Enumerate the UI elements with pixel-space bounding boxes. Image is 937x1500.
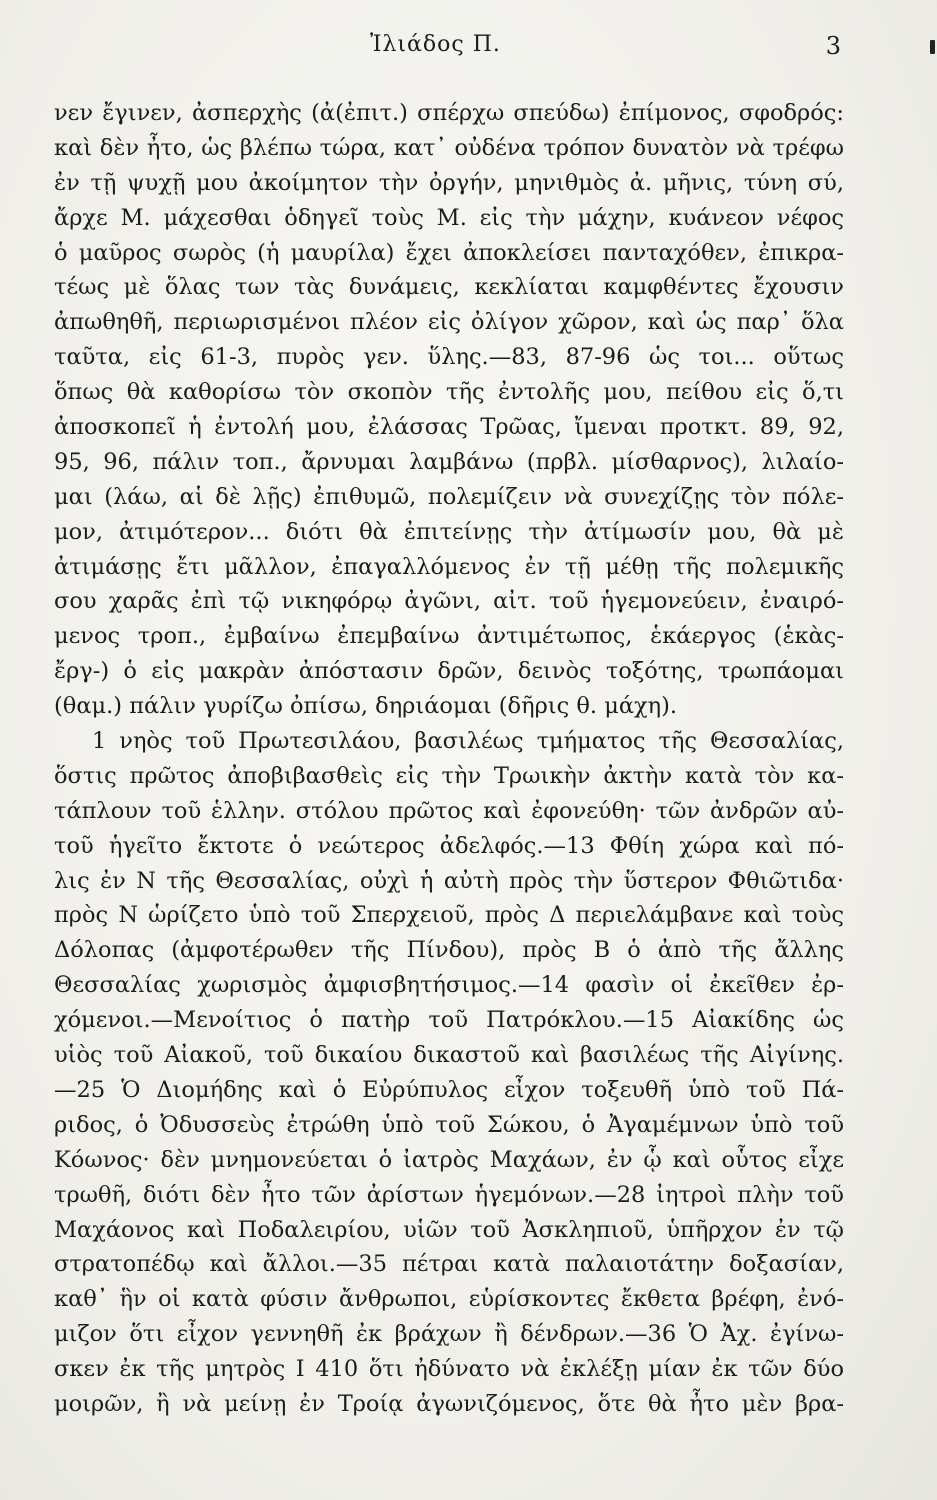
text-line: τάπλουν τοῦ ἑλλην. στόλου πρῶτος καὶ ἐφονεύθη· τῶν ἀνδρῶν αὐ- [54, 797, 844, 824]
text-line: Κόωνος· δὲν μνημονεύεται ὁ ἰατρὸς Μαχάων, ἐν ᾧ καὶ οὗτος εἶχε [54, 1146, 844, 1173]
text-line: Θεσσαλίας χωρισμὸς ἀμφισβητήσιμος.—14 φασὶν οἱ ἐκεῖθεν ἐρ- [54, 972, 844, 999]
text-line: Δόλοπας (ἀμφοτέρωθεν τῆς Πίνδου), πρὸς Β ὁ ἀπὸ τῆς ἄλλης [54, 937, 844, 964]
text-line: Μαχάονος καὶ Ποδαλειρίου, υἱῶν τοῦ Ἀσκληπιοῦ, ὑπῆρχον ἐν τῷ [54, 1216, 844, 1243]
text-line: ταῦτα, εἰς 61-3, πυρὸς γεν. ὕλης.—83, 87-96 ὡς τοι... οὕτως [54, 344, 844, 371]
text-line: νεν ἔγινεν, ἀσπερχὴς (ἀ(ἐπιτ.) σπέρχω σπεύδω) ἐπίμονος, σφοδρός: [54, 100, 844, 126]
page-number: 3 [825, 32, 841, 60]
running-title: Ἰλιάδος Π. [370, 32, 501, 57]
text-line: 1 νηὸς τοῦ Πρωτεσιλάου, βασιλέως τμήματος τῆς Θεσσαλίας, [92, 728, 844, 755]
text-line: ἀπωθηθῆ, περιωρισμένοι πλέον εἰς ὀλίγον χῶρον, καὶ ὡς παρ᾿ ὅλα [54, 309, 844, 336]
text-line: ἐν τῇ ψυχῇ μου ἀκοίμητον τὴν ὀργήν, μηνιθμὸς ἀ. μῆνις, τύνη σύ, [54, 169, 844, 196]
text-line: ἄρχε Μ. μάχεσθαι ὁδηγεῖ τοὺς Μ. εἰς τὴν μάχην, κυάνεον νέφος [54, 204, 844, 231]
text-line: τρωθῆ, διότι δὲν ἦτο τῶν ἀρίστων ἡγεμόνων.—28 ἰητροὶ πλὴν τοῦ [54, 1181, 844, 1208]
text-line: μαι (λάω, αἱ δὲ λῇς) ἐπιθυμῶ, πολεμίζειν νὰ συνεχίζῃς τὸν πόλε- [54, 483, 844, 510]
text-line: ὅπως θὰ καθορίσω τὸν σκοπὸν τῆς ἐντολῆς μου, πείθου εἰς ὅ,τι [54, 379, 844, 406]
text-line: μον, ἀτιμότερον... διότι θὰ ἐπιτείνῃς τὴν ἀτίμωσίν μου, θὰ μὲ [54, 518, 844, 545]
text-line: 95, 96, πάλιν τοπ., ἄρνυμαι λαμβάνω (πρβλ. μίσθαρνος), λιλαίο- [54, 448, 844, 475]
text-line: στρατοπέδῳ καὶ ἄλλοι.—35 πέτραι κατὰ παλαιοτάτην δοξασίαν, [54, 1251, 844, 1278]
text-line: μιζον ὅτι εἶχον γεννηθῆ ἐκ βράχων ἢ δένδρων.—36 Ὁ Ἀχ. ἐγίνω- [54, 1321, 844, 1348]
text-line: σκεν ἐκ τῆς μητρὸς Ι 410 ὅτι ἠδύνατο νὰ ἐκλέξῃ μίαν ἐκ τῶν δύο [54, 1356, 844, 1383]
text-line: μενος τροπ., ἐμβαίνω ἐπεμβαίνω ἀντιμέτωπος, ἑκάεργος (ἑκὰς- [54, 623, 844, 650]
page-header [0, 30, 937, 70]
text-line: πρὸς Ν ὡρίζετο ὑπὸ τοῦ Σπερχειοῦ, πρὸς Δ περιελάμβανε καὶ τοὺς [54, 902, 844, 929]
text-line: (θαμ.) πάλιν γυρίζω ὀπίσω, δηριάομαι (δῆρις θ. μάχη). [54, 693, 678, 720]
text-line: ὁ μαῦρος σωρὸς (ἡ μαυρίλα) ἔχει ἀποκλείσει πανταχόθεν, ἐπικρα- [54, 239, 844, 266]
text-line: λις ἐν Ν τῆς Θεσσαλίας, οὐχὶ ἡ αὐτὴ πρὸς τὴν ὕστερον Φθιῶτιδα· [54, 867, 844, 894]
text-line: μοιρῶν, ἢ νὰ μείνῃ ἐν Τροίᾳ ἀγωνιζόμενος, ὅτε θὰ ἦτο μὲν βρα- [54, 1390, 844, 1417]
text-line: υἱὸς τοῦ Αἰακοῦ, τοῦ δικαίου δικαστοῦ καὶ βασιλέως τῆς Αἰγίνης. [54, 1042, 844, 1069]
text-line: καὶ δὲν ἦτο, ὡς βλέπω τώρα, κατ᾿ οὐδένα τρόπον δυνατὸν νὰ τρέφω [54, 134, 844, 161]
text-line: καθ᾿ ἣν οἱ κατὰ φύσιν ἄνθρωποι, εὑρίσκοντες ἔκθετα βρέφη, ἐνό- [54, 1286, 844, 1313]
text-line: τέως μὲ ὅλας των τὰς δυνάμεις, κεκλίαται καμφθέντες ἔχουσιν [54, 274, 844, 301]
text-line: ἔργ-) ὁ εἰς μακρὰν ἀπόστασιν δρῶν, δεινὸς τοξότης, τρωπάομαι [54, 658, 844, 685]
text-line: ὅστις πρῶτος ἀποβιβασθεὶς εἰς τὴν Τρωικὴν ἀκτὴν κατὰ τὸν κα- [54, 762, 844, 789]
margin-mark [930, 40, 935, 54]
text-line: ριδος, ὁ Ὀδυσσεὺς ἐτρώθη ὑπὸ τοῦ Σώκου, ὁ Ἀγαμέμνων ὑπὸ τοῦ [54, 1111, 844, 1138]
text-line: —25 Ὁ Διομήδης καὶ ὁ Εὐρύπυλος εἶχον τοξευθῆ ὑπὸ τοῦ Πά- [54, 1076, 844, 1103]
text-line: τοῦ ἡγεῖτο ἔκτοτε ὁ νεώτερος ἀδελφός.—13 Φθίη χώρα καὶ πό- [54, 832, 844, 859]
text-line: ἀποσκοπεῖ ἡ ἐντολή μου, ἐλάσσας Τρῶας, ἴμεναι προτκτ. 89, 92, [54, 414, 844, 441]
commentary-text [54, 96, 844, 1422]
text-line: σου χαρᾶς ἐπὶ τῷ νικηφόρῳ ἀγῶνι, αἰτ. τοῦ ἡγεμονεύειν, ἐναιρό- [54, 588, 844, 615]
text-line: χόμενοι.—Μενοίτιος ὁ πατὴρ τοῦ Πατρόκλου.—15 Αἰακίδης ὡς [54, 1007, 844, 1034]
text-line: ἀτιμάσῃς ἔτι μᾶλλον, ἐπαγαλλόμενος ἐν τῇ μέθῃ τῆς πολεμικῆς [54, 553, 844, 580]
